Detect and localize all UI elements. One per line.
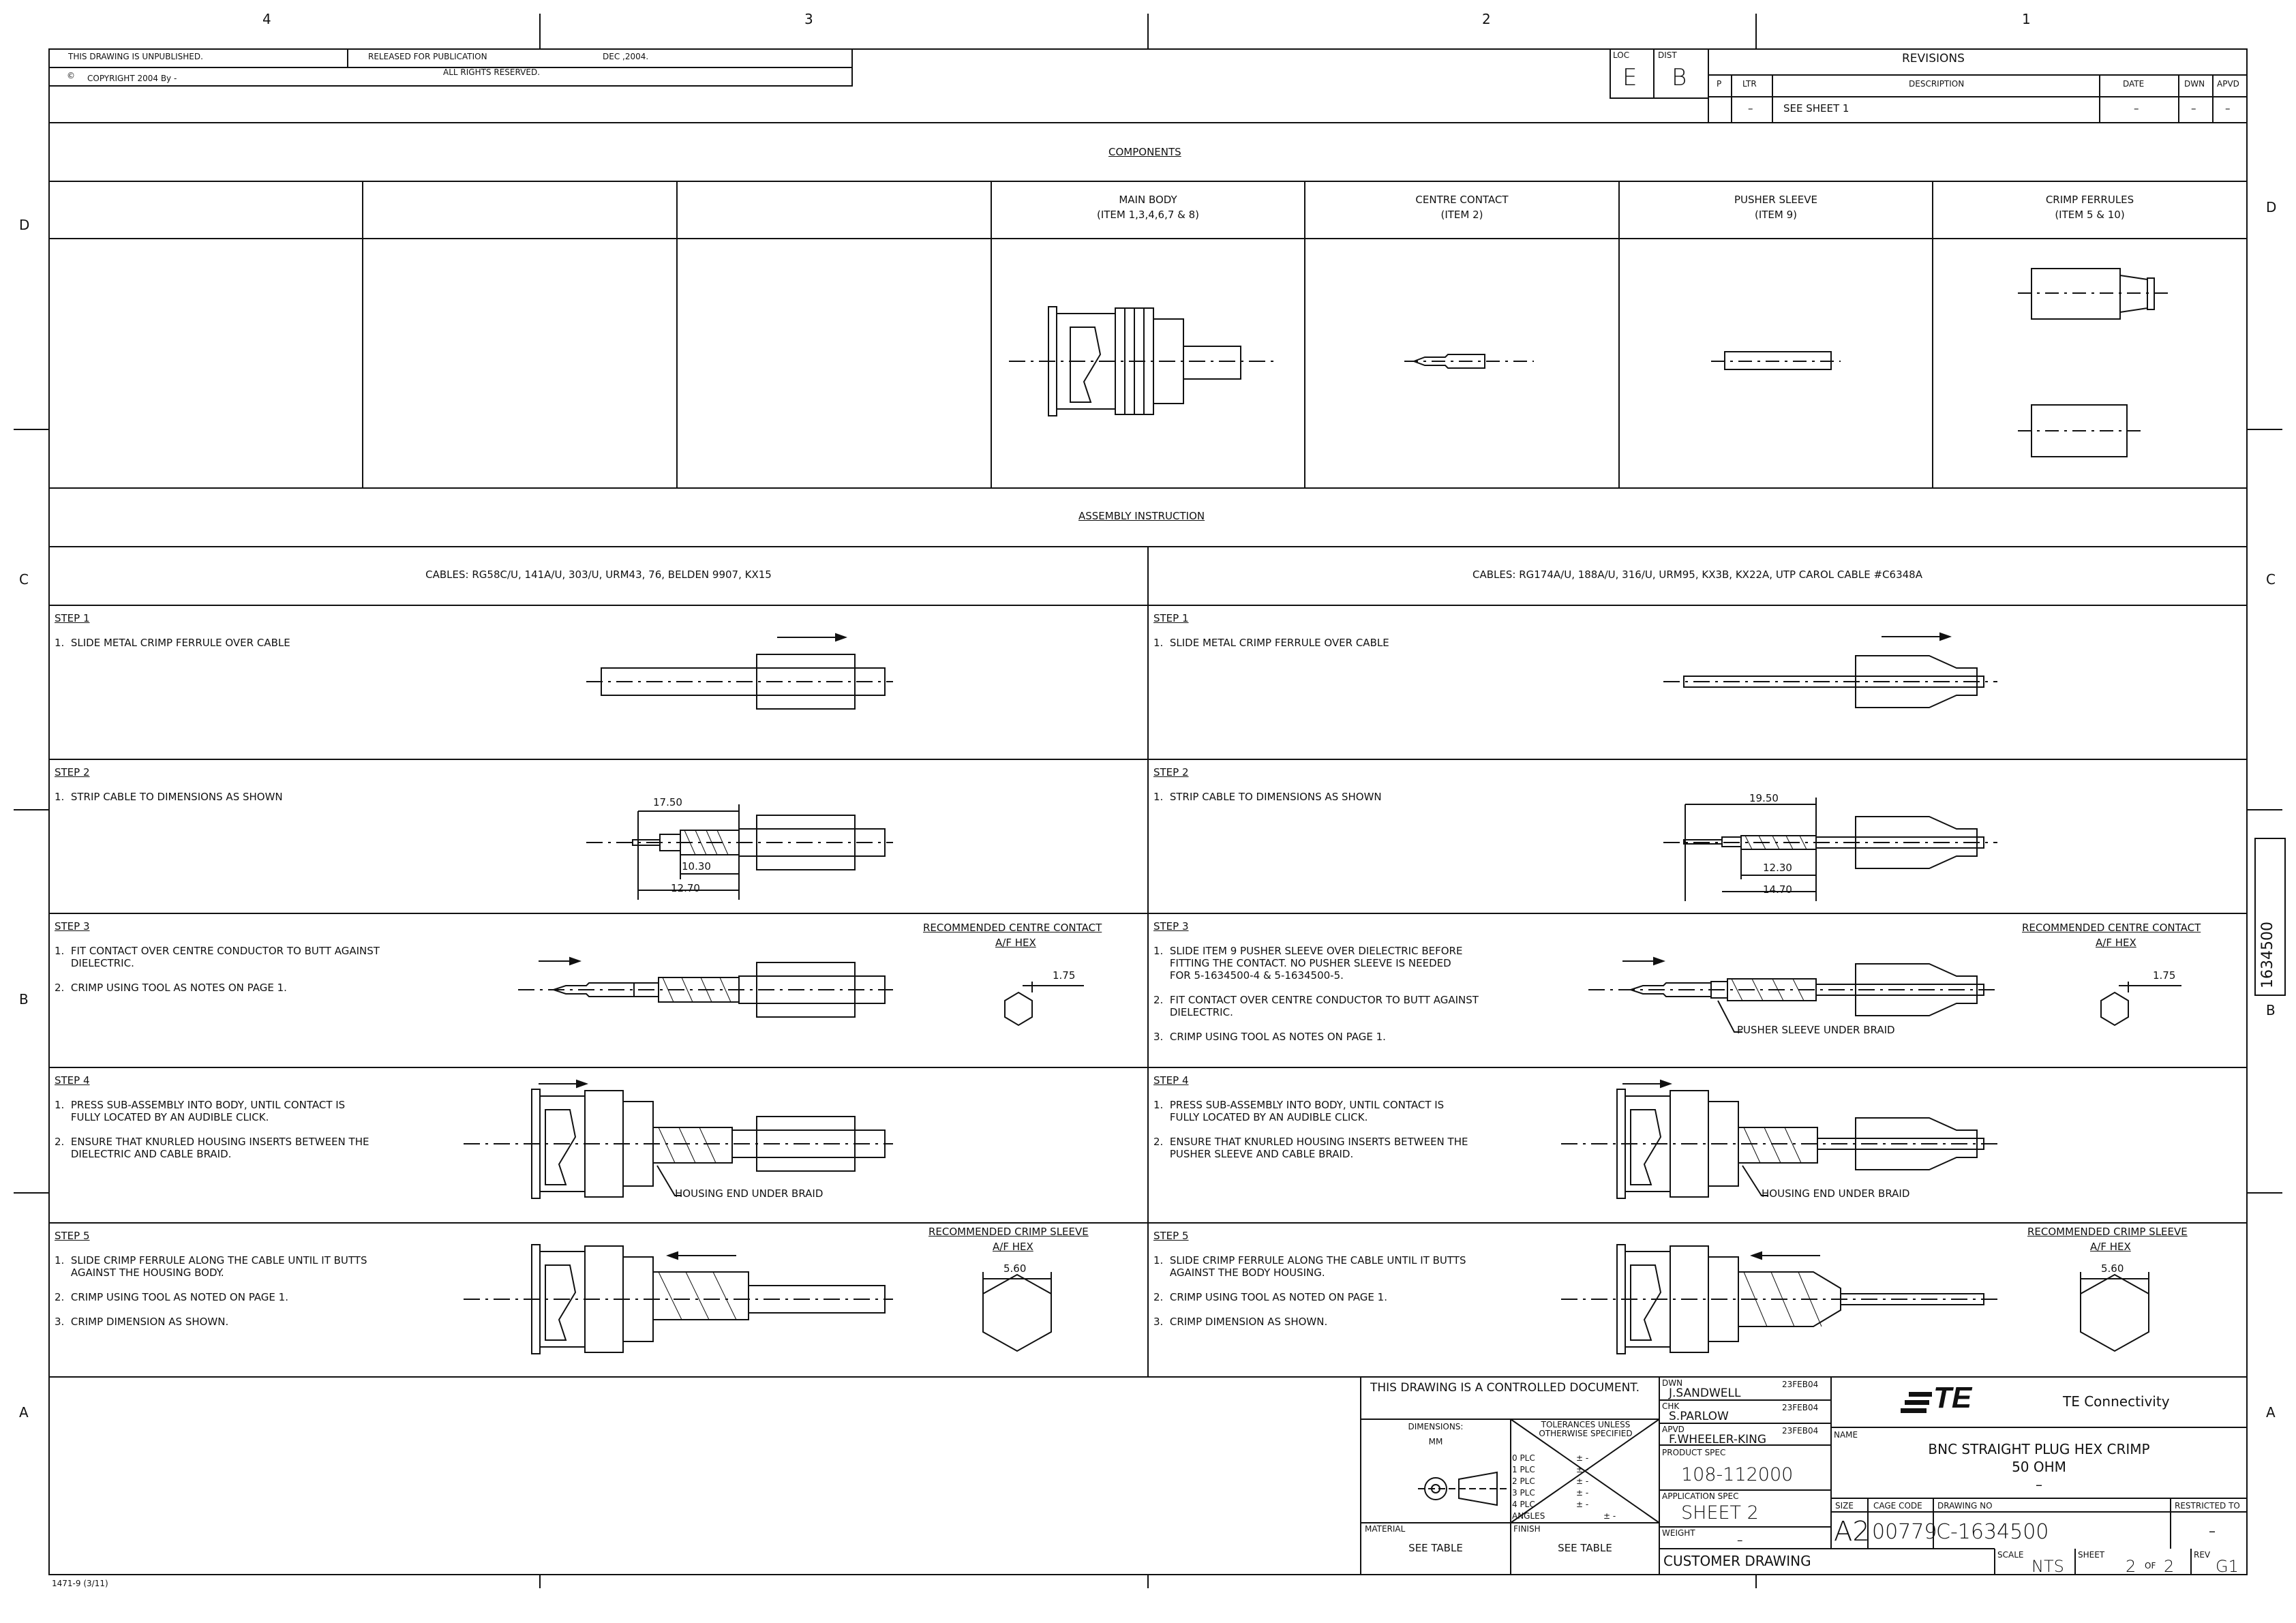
restricted-label: RESTRICTED TO (2175, 1501, 2240, 1511)
drawing-number-label: DRAWING NO (1937, 1501, 1993, 1511)
rev-description-value: SEE SHEET 1 (1783, 102, 1849, 115)
cage-code-value: 00779 (1872, 1520, 1937, 1544)
tolerance-row-label: 0 PLC (1512, 1453, 1535, 1463)
zone-right-c: C (2266, 571, 2276, 588)
zone-right-a: A (2266, 1404, 2276, 1421)
left-step-5-line: 1. SLIDE CRIMP FERRULE ALONG THE CABLE UNTIL IT BUTTS (55, 1254, 367, 1266)
left-rec-sleeve-label: RECOMMENDED CRIMP SLEEVE (928, 1226, 1089, 1238)
drawing-number-value: C-1634500 (1936, 1520, 2049, 1544)
apvd-label: APVD (1662, 1425, 1685, 1434)
zone-top-3: 3 (804, 11, 813, 27)
tolerance-row-value: ± - (1576, 1453, 1589, 1463)
dim-right-strip-total: 19.50 (1749, 792, 1779, 804)
right-step-3-line: 3. CRIMP USING TOOL AS NOTES ON PAGE 1. (1153, 1031, 1386, 1043)
zone-left-b: B (19, 991, 29, 1007)
te-logo: TE (1933, 1381, 1972, 1414)
tolerance-row-value: ± - (1576, 1488, 1589, 1498)
right-step-2-title: STEP 2 (1153, 766, 1189, 778)
right-contact-af-hex: A/F HEX (2096, 937, 2136, 949)
pusher-under-braid-label: PUSHER SLEEVE UNDER BRAID (1737, 1024, 1895, 1036)
material-label: MATERIAL (1365, 1524, 1406, 1534)
right-rec-contact-label: RECOMMENDED CENTRE CONTACT (2022, 922, 2201, 934)
zone-top-1: 1 (2022, 11, 2031, 27)
left-step-3-line: DIELECTRIC. (55, 957, 134, 969)
components-title: COMPONENTS (1108, 146, 1181, 158)
form-number: 1471-9 (3/11) (52, 1579, 108, 1588)
left-step-2-line: 1. STRIP CABLE TO DIMENSIONS AS SHOWN (55, 791, 283, 803)
dim-right-strip-c: 14.70 (1763, 883, 1792, 896)
zone-top-2: 2 (1482, 11, 1491, 27)
left-step-5-title: STEP 5 (55, 1230, 90, 1242)
main-body-heading: MAIN BODY (1119, 194, 1177, 206)
right-step-4-line: FULLY LOCATED BY AN AUDIBLE CLICK. (1153, 1111, 1368, 1123)
left-step-3-title: STEP 3 (55, 920, 90, 932)
revisions-title: REVISIONS (1902, 52, 1965, 65)
copyright-note: COPYRIGHT 2004 By - (87, 74, 177, 83)
tolerances-note: TOLERANCES UNLESS OTHERWISE SPECIFIED (1539, 1420, 1633, 1438)
rev-col-dwn: DWN (2184, 79, 2205, 89)
tolerance-row-label: 3 PLC (1512, 1488, 1535, 1498)
scale-label: SCALE (1997, 1550, 2024, 1560)
company-name: TE Connectivity (2063, 1393, 2170, 1410)
dim-right-strip-b: 12.30 (1763, 862, 1792, 874)
right-rec-sleeve-label: RECOMMENDED CRIMP SLEEVE (2027, 1226, 2188, 1238)
left-step-3-line: 2. CRIMP USING TOOL AS NOTES ON PAGE 1. (55, 982, 287, 994)
left-step-5-line: 3. CRIMP DIMENSION AS SHOWN. (55, 1316, 229, 1328)
right-sleeve-hex-dim: 5.60 (2101, 1262, 2124, 1275)
cage-code-label: CAGE CODE (1873, 1501, 1922, 1511)
pusher-sleeve-items: (ITEM 9) (1754, 209, 1798, 221)
dist-label: DIST (1658, 50, 1677, 60)
tolerance-row-label: ANGLES (1512, 1511, 1545, 1521)
dim-left-strip-c: 12.70 (671, 882, 700, 894)
dist-value: B (1672, 64, 1687, 91)
dim-left-strip-total: 17.50 (653, 796, 682, 808)
assembly-title: ASSEMBLY INSTRUCTION (1078, 510, 1205, 522)
loc-value: E (1622, 64, 1637, 91)
crimp-ferrules-items: (ITEM 5 & 10) (2055, 209, 2125, 221)
right-step-4-line: 2. ENSURE THAT KNURLED HOUSING INSERTS BETWEEN THE (1153, 1136, 1468, 1148)
right-step-3-line: FOR 5-1634500-4 & 5-1634500-5. (1153, 969, 1344, 982)
size-label: SIZE (1835, 1501, 1854, 1511)
sheet-of: OF (2145, 1561, 2156, 1571)
right-step-4-title: STEP 4 (1153, 1074, 1189, 1087)
size-value: A2 (1834, 1516, 1870, 1547)
left-contact-hex-dim: 1.75 (1053, 969, 1076, 982)
left-contact-af-hex: A/F HEX (995, 937, 1036, 949)
right-step-3-line: 1. SLIDE ITEM 9 PUSHER SLEEVE OVER DIELECTRIC BEFORE (1153, 945, 1463, 957)
right-step-2-line: 1. STRIP CABLE TO DIMENSIONS AS SHOWN (1153, 791, 1382, 803)
left-step-4-title: STEP 4 (55, 1074, 90, 1087)
centre-contact-items: (ITEM 2) (1440, 209, 1483, 221)
restricted-value: – (2209, 1523, 2216, 1539)
right-step-5-line: AGAINST THE BODY HOUSING. (1153, 1266, 1325, 1279)
rev-date-value: – (2134, 102, 2139, 115)
rev-col-date: DATE (2123, 79, 2145, 89)
name-label: NAME (1834, 1430, 1858, 1440)
left-cables: CABLES: RG58C/U, 141A/U, 303/U, URM43, 76, BELDEN 9907, KX15 (425, 568, 772, 581)
weight-label: WEIGHT (1662, 1528, 1695, 1538)
left-step-3-line: 1. FIT CONTACT OVER CENTRE CONDUCTOR TO BUTT AGAINST (55, 945, 380, 957)
centre-contact-heading: CENTRE CONTACT (1415, 194, 1509, 206)
zone-left-c: C (19, 571, 29, 588)
left-step-4-line: DIELECTRIC AND CABLE BRAID. (55, 1148, 232, 1160)
right-step-drawings (1561, 633, 2181, 1354)
customer-drawing: CUSTOMER DRAWING (1663, 1553, 1811, 1569)
sheet-value: 2 (2126, 1557, 2136, 1576)
tolerance-row-value: ± - (1576, 1500, 1589, 1509)
right-step-3-line: 2. FIT CONTACT OVER CENTRE CONDUCTOR TO BUTT AGAINST (1153, 994, 1479, 1006)
release-date: DEC ,2004. (603, 52, 649, 61)
te-logo-graphic (1901, 1392, 1932, 1413)
zone-right-b: B (2266, 1002, 2276, 1018)
right-step-4-line: PUSHER SLEEVE AND CABLE BRAID. (1153, 1148, 1354, 1160)
chk-date: 23FEB04 (1782, 1403, 1819, 1412)
controlled-document-note: THIS DRAWING IS A CONTROLLED DOCUMENT. (1370, 1381, 1640, 1395)
rev-col-ltr: LTR (1742, 79, 1757, 89)
part-name-line2: 50 OHM (2012, 1459, 2066, 1475)
projection-symbol (1418, 1472, 1511, 1505)
crimp-ferrules-heading: CRIMP FERRULES (2045, 194, 2134, 206)
left-step-4-line: 2. ENSURE THAT KNURLED HOUSING INSERTS BETWEEN THE (55, 1136, 369, 1148)
left-housing-end-label: HOUSING END UNDER BRAID (675, 1187, 824, 1200)
right-knurl-hatch (1732, 836, 1822, 1326)
apvd-date: 23FEB04 (1782, 1426, 1819, 1436)
main-body-items: (ITEM 1,3,4,6,7 & 8) (1096, 209, 1200, 221)
application-spec-label: APPLICATION SPEC (1662, 1491, 1739, 1501)
rev-value: G1 (2216, 1557, 2239, 1576)
pusher-sleeve-heading: PUSHER SLEEVE (1734, 194, 1818, 206)
dwn-date: 23FEB04 (1782, 1380, 1819, 1389)
right-step-5-line: 2. CRIMP USING TOOL AS NOTED ON PAGE 1. (1153, 1291, 1387, 1303)
left-sleeve-hex-dim: 5.60 (1003, 1262, 1027, 1275)
right-step-5-title: STEP 5 (1153, 1230, 1189, 1242)
rev-col-p: P (1717, 79, 1722, 89)
scale-value: NTS (2031, 1557, 2064, 1576)
material-value: SEE TABLE (1408, 1542, 1463, 1554)
tolerance-row-value: ± - (1576, 1476, 1589, 1486)
left-step-5-line: 2. CRIMP USING TOOL AS NOTED ON PAGE 1. (55, 1291, 288, 1303)
tolerance-row-label: 2 PLC (1512, 1476, 1535, 1486)
chk-label: CHK (1662, 1401, 1680, 1411)
right-step-3-title: STEP 3 (1153, 920, 1189, 932)
sheet-total: 2 (2164, 1557, 2175, 1576)
left-step-1-title: STEP 1 (55, 612, 90, 624)
right-step-1-title: STEP 1 (1153, 612, 1189, 624)
tolerance-row-value: ± - (1576, 1465, 1589, 1474)
rev-dwn-value: – (2191, 102, 2196, 115)
dimensions-label: DIMENSIONS: (1408, 1422, 1464, 1431)
finish-value: SEE TABLE (1558, 1542, 1612, 1554)
loc-label: LOC (1613, 50, 1630, 60)
product-spec-value: 108-112000 (1681, 1464, 1794, 1485)
component-sketches (1009, 269, 2168, 457)
dimensions-unit: MM (1428, 1437, 1443, 1446)
right-step-5-line: 3. CRIMP DIMENSION AS SHOWN. (1153, 1316, 1328, 1328)
side-drawing-number: 1634500 (2259, 922, 2276, 988)
zone-left-a: A (19, 1404, 29, 1421)
copyright-symbol: © (67, 71, 75, 80)
right-step-3-line: DIELECTRIC. (1153, 1006, 1233, 1018)
left-step-4-line: 1. PRESS SUB-ASSEMBLY INTO BODY, UNTIL CONTACT IS (55, 1099, 346, 1111)
tolerance-row-value: ± - (1603, 1511, 1616, 1521)
rev-col-apvd: APVD (2217, 79, 2239, 89)
zone-right-d: D (2266, 199, 2277, 215)
sheet-label: SHEET (2078, 1550, 2105, 1560)
right-step-5-line: 1. SLIDE CRIMP FERRULE ALONG THE CABLE UNTIL IT BUTTS (1153, 1254, 1466, 1266)
part-name-line1: BNC STRAIGHT PLUG HEX CRIMP (1928, 1441, 2150, 1457)
right-housing-end-label: HOUSING END UNDER BRAID (1762, 1187, 1910, 1200)
left-rec-contact-label: RECOMMENDED CENTRE CONTACT (923, 922, 1102, 934)
left-sleeve-af-hex: A/F HEX (993, 1241, 1033, 1253)
rev-label: REV (2194, 1550, 2211, 1560)
right-step-4-line: 1. PRESS SUB-ASSEMBLY INTO BODY, UNTIL CONTACT IS (1153, 1099, 1445, 1111)
rev-ltr-value: – (1748, 102, 1753, 115)
right-step-1-line: 1. SLIDE METAL CRIMP FERRULE OVER CABLE (1153, 637, 1389, 649)
right-contact-hex-dim: 1.75 (2153, 969, 2176, 982)
dim-left-strip-b: 10.30 (682, 860, 711, 873)
tolerance-row-label: 4 PLC (1512, 1500, 1535, 1509)
product-spec-label: PRODUCT SPEC (1662, 1448, 1726, 1457)
chk-name: S.PARLOW (1669, 1410, 1729, 1423)
right-step-3-line: FITTING THE CONTACT. NO PUSHER SLEEVE IS NEEDED (1153, 957, 1451, 969)
tolerance-row-label: 1 PLC (1512, 1465, 1535, 1474)
dwn-label: DWN (1662, 1378, 1683, 1388)
zone-top-4: 4 (262, 11, 271, 27)
weight-value: – (1737, 1534, 1743, 1547)
right-cables: CABLES: RG174A/U, 188A/U, 316/U, URM95, KX3B, KX22A, UTP CAROL CABLE #C6348A (1472, 568, 1922, 581)
released-note: RELEASED FOR PUBLICATION (368, 52, 487, 61)
left-knurl-hatch (659, 830, 736, 1320)
apvd-name: F.WHEELER-KING (1669, 1433, 1767, 1446)
zone-left-d: D (19, 217, 30, 233)
unpublished-note: THIS DRAWING IS UNPUBLISHED. (68, 52, 203, 61)
left-step-drawings (464, 634, 1084, 1354)
rev-apvd-value: – (2225, 102, 2231, 115)
finish-label: FINISH (1513, 1524, 1541, 1534)
part-name-line3: – (2036, 1476, 2042, 1493)
dwn-name: J.SANDWELL (1669, 1386, 1741, 1400)
rights-note: ALL RIGHTS RESERVED. (443, 67, 541, 77)
left-step-4-line: FULLY LOCATED BY AN AUDIBLE CLICK. (55, 1111, 269, 1123)
left-step-2-title: STEP 2 (55, 766, 90, 778)
rev-col-description: DESCRIPTION (1909, 79, 1965, 89)
right-sleeve-af-hex: A/F HEX (2090, 1241, 2131, 1253)
left-step-5-line: AGAINST THE HOUSING BODY. (55, 1266, 224, 1279)
application-spec-value: SHEET 2 (1681, 1502, 1759, 1523)
left-step-1-line: 1. SLIDE METAL CRIMP FERRULE OVER CABLE (55, 637, 290, 649)
